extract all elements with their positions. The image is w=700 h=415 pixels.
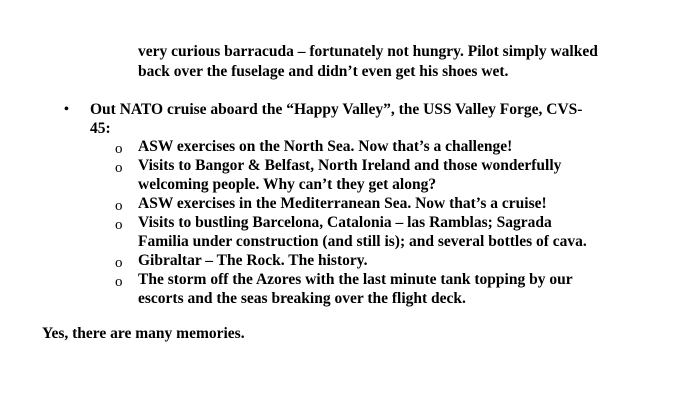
continuation-line-1: very curious barracuda – fortunately not hungry. Pilot simply walked	[138, 43, 598, 60]
subitem-6-line-1: The storm off the Azores with the last minute tank topping by our	[138, 271, 573, 288]
subitem-3-line-1: ASW exercises in the Mediterranean Sea. Now that’s a cruise!	[138, 195, 547, 212]
subitem-marker: o	[115, 141, 123, 157]
bullet-line-2: 45:	[90, 120, 111, 137]
subitem-marker: o	[115, 255, 123, 271]
subitem-marker: o	[115, 274, 123, 290]
subitem-marker: o	[115, 217, 123, 233]
subitem-2-line-2: welcoming people. Why can’t they get along?	[138, 176, 437, 193]
subitem-2-line-1: Visits to Bangor & Belfast, North Ireland and those wonderfully	[138, 157, 562, 174]
subitem-4-line-1: Visits to bustling Barcelona, Catalonia – las Ramblas; Sagrada	[138, 214, 552, 231]
subitem-marker: o	[115, 160, 123, 176]
continuation-line-2: back over the fuselage and didn’t even get his shoes wet.	[138, 63, 509, 80]
subitem-5-line-1: Gibraltar – The Rock. The history.	[138, 252, 368, 269]
bullet-marker: •	[64, 102, 69, 117]
subitem-marker: o	[115, 198, 123, 214]
subitem-1-line-1: ASW exercises on the North Sea. Now that’s a challenge!	[138, 138, 513, 155]
subitem-4-line-2: Familia under construction (and still is); and several bottles of cava.	[138, 233, 587, 250]
closing-line: Yes, there are many memories.	[42, 325, 245, 342]
subitem-6-line-2: escorts and the seas breaking over the flight deck.	[138, 290, 466, 307]
bullet-line-1: Out NATO cruise aboard the “Happy Valley”, the USS Valley Forge, CVS-	[90, 101, 583, 118]
